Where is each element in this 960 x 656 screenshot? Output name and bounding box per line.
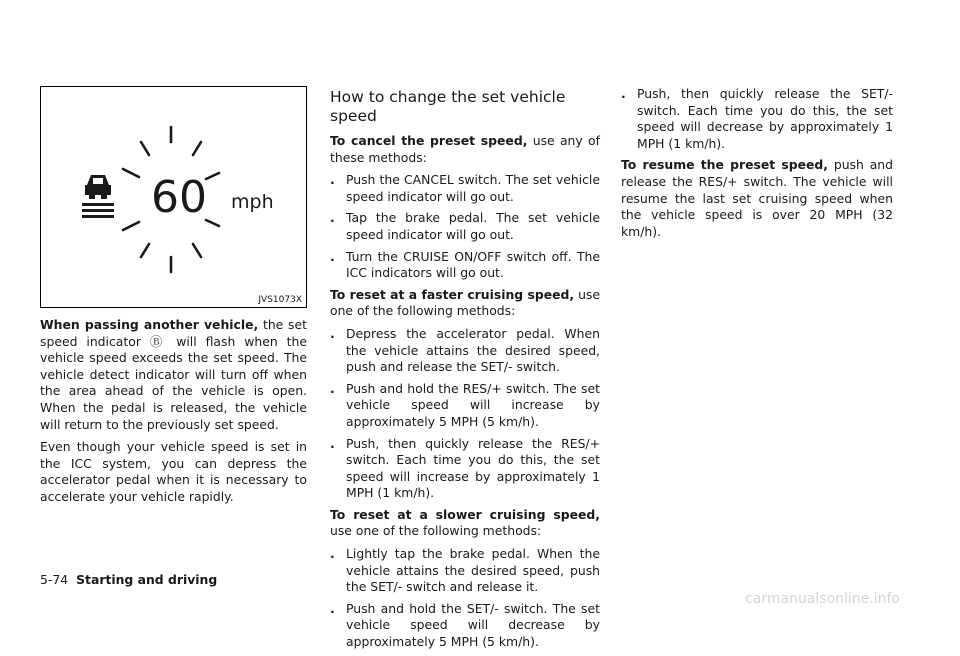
resume-paragraph: To resume the preset speed, push and release the RES/+ switch. The vehicle will resume the last set cruising speed when the vehicle speed is over 20 MPH (32 km/h). <box>621 157 894 239</box>
speed-unit: mph <box>231 191 274 213</box>
figure-set-speed-indicator <box>40 86 307 308</box>
column-1 <box>40 317 307 512</box>
section-title: Starting and driving <box>76 572 218 587</box>
cancel-intro: To cancel the preset speed, use any of these methods: <box>330 133 600 165</box>
section-heading: How to change the set vehicle speed <box>330 88 566 125</box>
figure-code: JVS1073X <box>258 295 302 305</box>
list-item: . Push the CANCEL switch. The set vehicle speed indicator will go out. <box>330 172 600 204</box>
slower-intro: To reset at a slower cruising speed, use one of the following methods: <box>330 506 600 539</box>
list-item: . Depress the accelerator pedal. When the vehicle attains the desired speed, push and release the SET/- switch. <box>330 325 600 375</box>
faster-intro: To reset at a faster cruising speed, use one of the following methods: <box>330 286 600 319</box>
page-number: 5-74 <box>40 572 69 587</box>
list-item: . Tap the brake pedal. The set vehicle speed indicator will go out. <box>330 210 600 242</box>
list-item: . Push, then quickly release the SET/- switch. Each time you do this, the set speed will decrease by approximately 1 MPH (1 km/h). <box>621 86 893 151</box>
list-item: . Push, then quickly release the RES/+ switch. Each time you do this, the set speed will increase by approximately 1 MPH (1 km/h). <box>330 435 600 501</box>
list-item: . Lightly tap the brake pedal. When the vehicle attains the desired speed, push the SET/- switch and release it. <box>330 546 600 595</box>
passing-lead: When passing another vehicle, <box>40 317 259 332</box>
list-item: . Push and hold the RES/+ switch. The set vehicle speed will increase by approximately 5 MPH (5 km/h). <box>330 380 600 429</box>
column-3 <box>621 86 893 246</box>
list-item: . Push and hold the SET/- switch. The set vehicle speed will decrease by approximately 5 MPH (5 km/h). <box>330 600 600 650</box>
list-item: . Turn the CRUISE ON/OFF switch off. The ICC indicators will go out. <box>330 248 600 281</box>
accelerate-paragraph: Even though your vehicle speed is set in the ICC system, you can depress the accelerator pedal when it is necessary to accelerate your vehicle rapidly. <box>40 439 307 504</box>
vehicle-ahead-icon <box>82 175 114 218</box>
set-speed-value: 60 <box>151 172 207 223</box>
passing-paragraph: When passing another vehicle, the set speed indicator Ⓑ will flash when the vehicle speed exceeds the set speed. The vehicle detect indicator will turn off when the area ahead of the vehicle is open. When the pedal is released, the vehicle will return to the previously set speed. <box>40 317 307 432</box>
column-2 <box>330 88 600 656</box>
watermark: carmanualsonline.info <box>745 591 900 607</box>
page-footer <box>40 572 217 587</box>
indicator-b-marker: Ⓑ <box>149 333 168 349</box>
